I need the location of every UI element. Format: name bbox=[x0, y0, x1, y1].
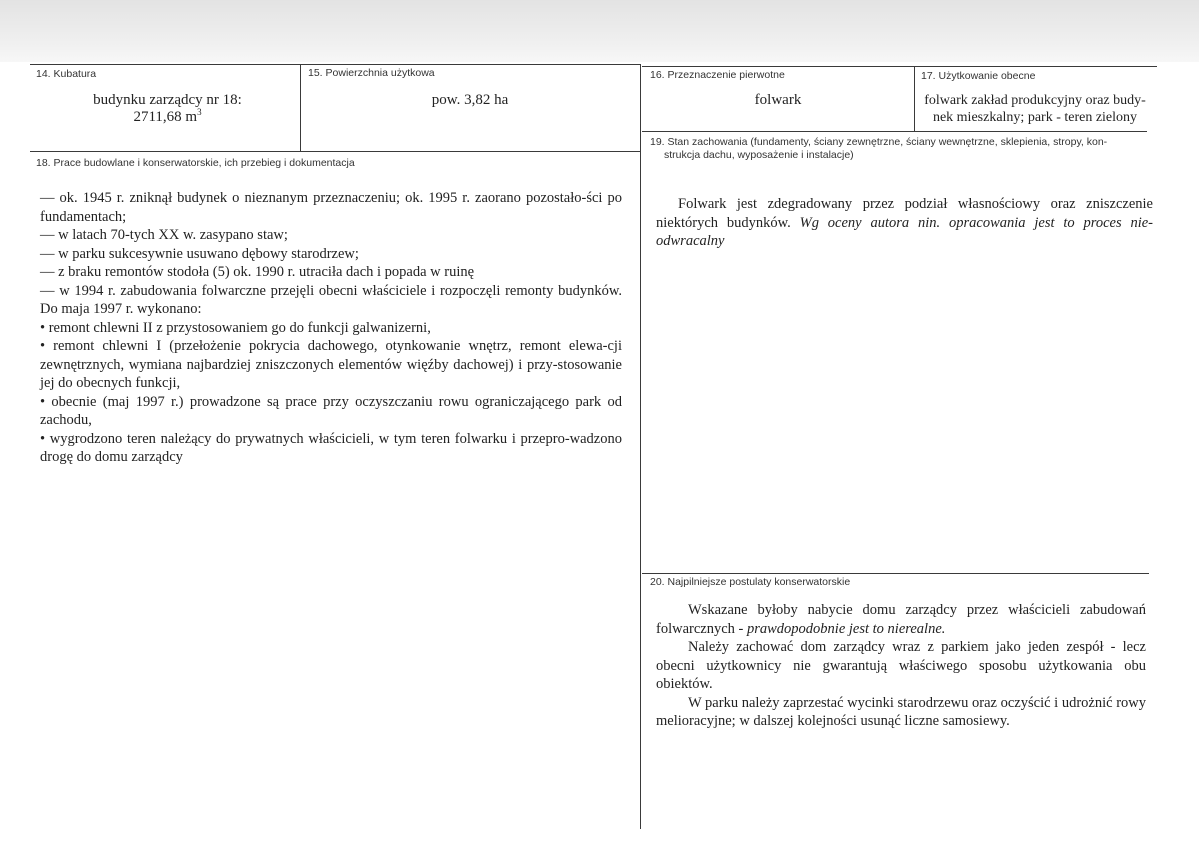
divider-top-right bbox=[642, 66, 1157, 67]
field-16-value: folwark bbox=[754, 92, 802, 108]
field-19-body bbox=[656, 195, 1153, 251]
field-18-label: 18. Prace budowlane i konserwatorskie, ich przebieg i dokumentacja bbox=[36, 157, 355, 169]
list-item: — z braku remontów stodoła (5) ok. 1990 r. utraciła dach i popada w ruinę bbox=[40, 264, 475, 280]
field-19-label bbox=[650, 136, 1150, 162]
list-item: — ok. 1945 r. zniknął budynek o nieznanym przeznaczeniu; ok. 1995 r. zaorano pozostało-ści po fundamentach; bbox=[40, 190, 622, 225]
list-item: • remont chlewni I (przełożenie pokrycia dachowego, otynkowanie wnętrz, remont elewa-cji zewnętrznych, wymiana najbardziej zniszczonych elementów więźby dachowej) i przy-stosowanie jej do obecnych funkcji, bbox=[40, 338, 622, 391]
list-item: • obecnie (maj 1997 r.) prowadzone są prace przy oczyszczaniu rowu ograniczającego park od zachodu, bbox=[40, 393, 622, 428]
field-20-body bbox=[656, 601, 1146, 731]
paragraph: Wskazane byłoby nabycie domu zarządcy przez właścicieli zabudowań folwarcznych - prawdopodobnie jest to nierealne. bbox=[656, 602, 1146, 637]
field-18-body bbox=[40, 189, 622, 467]
field-17-label: 17. Użytkowanie obecne bbox=[921, 70, 1036, 82]
field-15-value: pow. 3,82 ha bbox=[431, 92, 509, 108]
field-19-label-line1: 19. Stan zachowania (fundamenty, ściany zewnętrzne, ściany wewnętrzne, sklepienia, stropy, kon- bbox=[650, 136, 1108, 148]
divider-row1-left bbox=[30, 151, 640, 152]
field-17-value bbox=[916, 92, 1154, 126]
field-14-label: 14. Kubatura bbox=[36, 68, 97, 80]
field-15-label: 15. Powierzchnia użytkowa bbox=[308, 67, 435, 79]
paragraph: W parku należy zaprzestać wycinki starodrzewu oraz oczyścić i udrożnić rowy melioracyjne; w dalszej kolejności usunąć liczne samosiewy. bbox=[656, 694, 1146, 729]
list-item: • remont chlewni II z przystosowaniem go do funkcji galwanizerni, bbox=[40, 319, 431, 336]
paragraph: Należy zachować dom zarządcy wraz z parkiem jako jeden zespół - lecz obecni użytkownicy nie gwarantują właściwego sposobu użytkowania obu obiektów. bbox=[656, 639, 1146, 692]
divider-top-left bbox=[30, 64, 640, 65]
list-item: • wygrodzono teren należący do prywatnych właścicieli, w tym teren folwarku i przepro-wadzono drogę do domu zarządcy bbox=[40, 430, 622, 465]
field-19-italic-text: Wg oceny autora nin. opracowania jest to proces nie-odwracalny bbox=[656, 214, 1153, 249]
field-19-text: Folwark jest zdegradowany przez podział własnościowy oraz zniszczenie niektórych budynków. bbox=[656, 196, 1153, 231]
scan-top-margin bbox=[0, 0, 1199, 62]
divider-19-20 bbox=[642, 573, 1149, 574]
list-item: — w parku sukcesywnie usuwano dębowy starodrzew; bbox=[40, 245, 359, 262]
field-16-label: 16. Przeznaczenie pierwotne bbox=[650, 69, 785, 81]
field-20-italic-text: prawdopodobnie jest to nierealne. bbox=[746, 620, 946, 637]
divider-16-17 bbox=[914, 66, 915, 132]
divider-center bbox=[640, 64, 641, 829]
field-14-value bbox=[40, 92, 295, 126]
list-item: — w 1994 r. zabudowania folwarczne przejęli obecni właściciele i rozpoczęli remonty budynków. Do maja 1997 r. wykonano: bbox=[40, 282, 622, 317]
field-14-superscript: 3 bbox=[197, 107, 202, 117]
list-item: — w latach 70-tych XX w. zasypano staw; bbox=[40, 227, 288, 243]
field-19-label-line2: strukcja dachu, wyposażenie i instalacje) bbox=[664, 149, 854, 161]
field-20-label: 20. Najpilniejsze postulaty konserwatorskie bbox=[650, 576, 851, 588]
field-17-line2: nek mieszkalny; park - teren zielony bbox=[932, 110, 1138, 125]
field-17-line1: folwark zakład produkcyjny oraz budy- bbox=[924, 93, 1146, 108]
field-14-line2: 2711,68 $m^3$ bbox=[133, 107, 202, 125]
divider-row1-right bbox=[642, 131, 1147, 132]
field-14-line1: budynku zarządcy nr 18: bbox=[93, 92, 242, 108]
